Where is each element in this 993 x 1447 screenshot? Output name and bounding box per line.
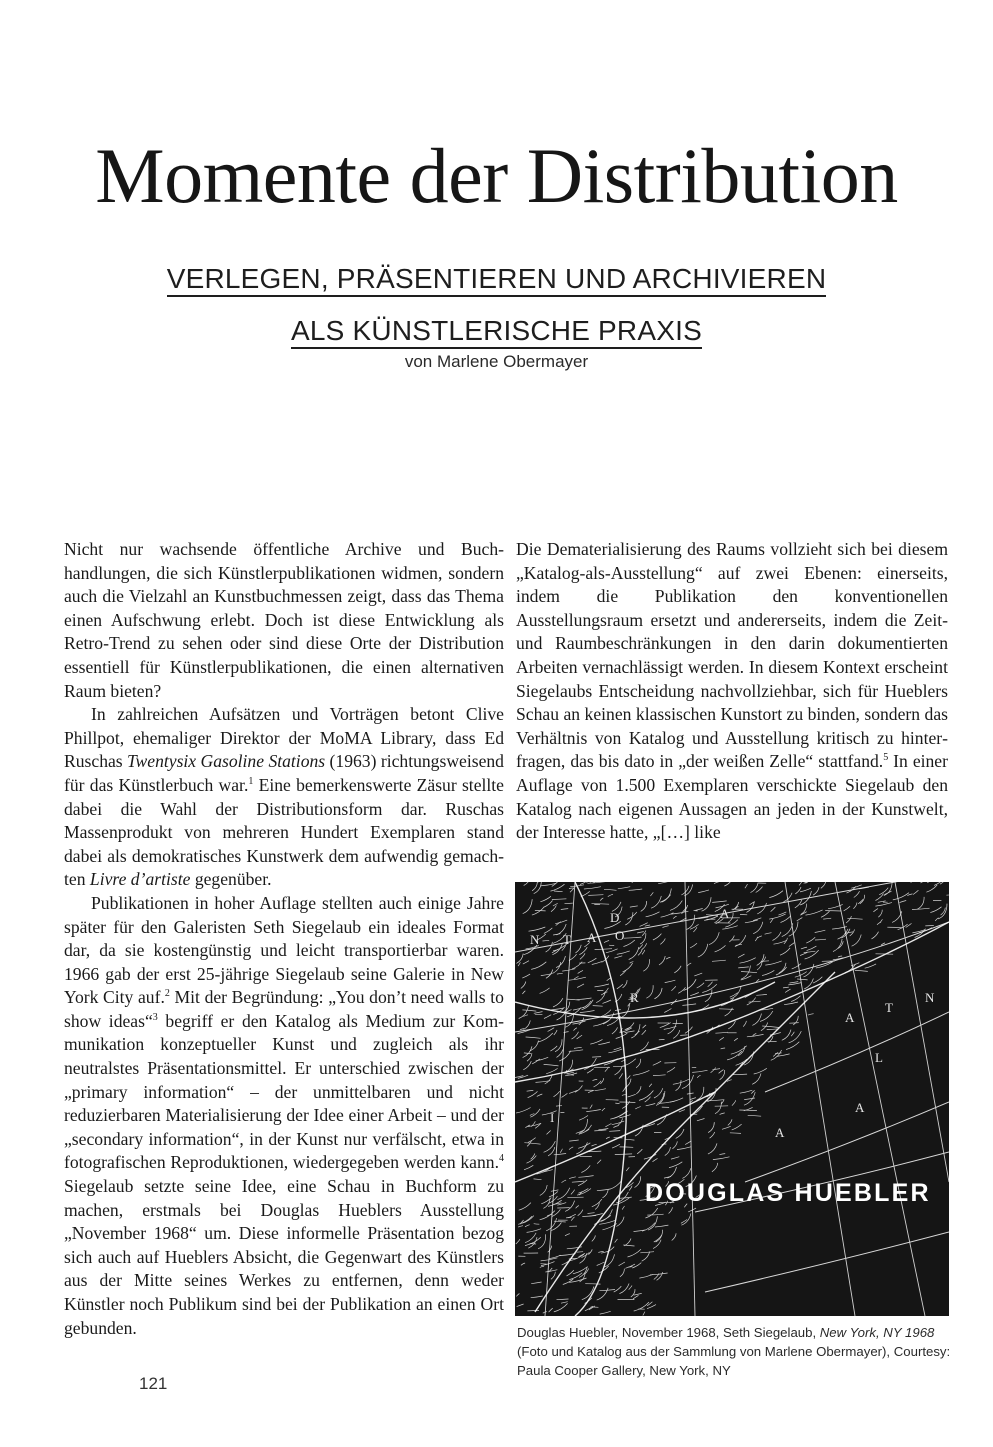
footnote-ref: 5 [883, 752, 889, 764]
map-letter: N [925, 990, 935, 1005]
map-letter: T [885, 1000, 893, 1015]
footnote-ref: 3 [152, 1012, 158, 1024]
map-letter: R [630, 990, 639, 1005]
text-run: Eine bemerkenswerte Zäsur stellte dabei die Wahl der Distributionsform dar. Ruschas Massenprodukt von mehreren Hundert Exemplaren stand dabei als demokratisches Kunstwerk dem aufwendig gemachten [64, 774, 504, 890]
text-run: Die Dematerialisierung des Raums vollzieht sich bei diesem „Katalog-als-Ausstellung“ auf zwei Ebenen: einerseits, indem die Publikation den konventionellen Ausstellungsraum ersetzt und andererseits, indem die Zeit- und Raumbeschränkungen in den darin dokumentierten Arbeiten vernachlässigt werden. In diesem Kontext erscheint Siegelaubs Entscheidung nachvollziehbar, sich für Hueblers Schau an keinen klassischen Kunstort zu binden, sondern das Verhältnis von Katalog und Ausstellung kritisch zu hinterfragen, das bis dato in „der weißen Zelle“ stattfand. [516, 539, 948, 772]
footnote-ref: 4 [499, 1153, 504, 1165]
left-text-column [64, 538, 504, 1340]
term-italic: Livre d’artiste [89, 869, 191, 890]
map-illustration [515, 882, 949, 1316]
map-land-texture [515, 882, 949, 1315]
footnote-ref: 2 [164, 988, 170, 1000]
map-letter: O [615, 928, 625, 943]
paragraph [64, 892, 504, 1340]
paragraph [64, 703, 504, 892]
map-letter: D [610, 910, 620, 925]
map-letter: L [875, 1050, 883, 1065]
graticule-line [745, 1102, 949, 1182]
map-letter: A [775, 1125, 785, 1140]
right-text-column [516, 538, 948, 845]
subtitle-line-2: ALS KÜNSTLERISCHE PRAXIS [291, 316, 702, 349]
text-run: Publikationen in hoher Auflage stellten auch einige Jahre später für den Galeristen Seth Siegelaub ein ideales Format dar, da sie kostengünstig und leicht transportierbar waren. 1966 gab der erst 25-jährige Siegelaub seine Galerie in New York City auf. [64, 892, 504, 1008]
cover-artist-name: DOUGLAS HUEBLER [645, 1179, 931, 1207]
map-letter: A [855, 1100, 865, 1115]
article-subtitle [0, 256, 993, 354]
caption-italic: New York, NY 1968 [819, 1325, 935, 1340]
paragraph [516, 538, 948, 845]
author-byline: von Marlene Obermayer [404, 352, 589, 371]
footnote-ref: 1 [248, 776, 254, 788]
caption-text: (Foto und Katalog aus der Sammlung von Marlene Obermayer), Courtesy: Paula Cooper Gallery, New York, NY [517, 1344, 951, 1378]
text-run: (1963) richtungsweisend für das Künstlerbuch war. [64, 751, 504, 795]
map-letter: T [563, 932, 571, 947]
map-letter: N [530, 932, 540, 947]
text-run: Mit der Begründung: „You don’t need walls to show ideas“ [64, 987, 504, 1031]
book-title-italic: Twentysix Gasoline Stations [127, 751, 326, 772]
graticule-line [685, 882, 695, 1316]
catalog-cover-image [515, 882, 949, 1316]
graticule-line [765, 1012, 949, 1092]
graticule-line [835, 882, 925, 1316]
map-letter: A [587, 930, 597, 945]
text-run: begriff er den Katalog als Medium zur Kommunikation konzeptueller Kunst und zugleich als ihr neutralstes Präsentationsmittel. Er unterschied zwischen der „primary information“ – der unmittelbaren und nicht reduzierbaren Materialisierung der Idee einer Arbeit – und der „secondary information“, in der Kunst nur verfälscht, etwa in fotografischen Reproduktionen, wiedergegeben werden kann. [64, 1010, 504, 1173]
paragraph: Nicht nur wachsende öffentliche Archive und Buchhandlungen, die sich Künstlerpublikationen widmen, sondern auch die Vielzahl an Kunstbuchmessen zeigt, dass das Thema einen Aufschwung erlebt. Doch ist diese Entwicklung als Retro-Trend zu sehen oder sind diese Orte der Distribution essentiell für Künstlerpublikationen, die einen alternativen Raum bieten? [64, 539, 504, 701]
map-route-line [515, 1092, 715, 1182]
text-run: In einer Auflage von 1.500 Exemplaren verschickte Siegelaub den Katalog nach eigenen Aussagen an jeden in der Kunstwelt, der Interesse hatte, „[…] like [516, 751, 948, 843]
map-letter: A [845, 1010, 855, 1025]
graticule-line [705, 1232, 949, 1292]
map-route-line [575, 882, 626, 1316]
page-number: 121 [139, 1374, 168, 1393]
subtitle-line-1: VERLEGEN, PRÄSENTIEREN UND ARCHIVIEREN [167, 264, 827, 297]
map-letter: A [720, 906, 730, 921]
figure-caption [517, 1323, 957, 1380]
caption-text: Douglas Huebler, November 1968, Seth Siegelaub, [517, 1325, 820, 1340]
graticule-line [785, 882, 855, 1316]
text-run: In zahlreichen Aufsätzen und Vorträgen betont Clive Phillpot, ehemaliger Direktor der MoMA Library, dass Ed Ruschas [64, 704, 504, 772]
text-run: Siegelaub setzte seine Idee, eine Schau in Buchform zu machen, erstmals bei Douglas Hueblers Ausstellung „November 1968“ um. Diese informelle Präsentation bezog sich auch auf Hueblers Absicht, die Gegenwart des Künstlers aus der Mitte seines Werkes zu entfernen, denn weder Künstler noch Publikum sind bei der Publikation an einen Ort gebunden. [64, 1176, 504, 1338]
article-title: Momente der Distribution [95, 132, 898, 219]
map-letter: I [550, 1110, 555, 1125]
text-run: gegenüber. [190, 869, 272, 890]
